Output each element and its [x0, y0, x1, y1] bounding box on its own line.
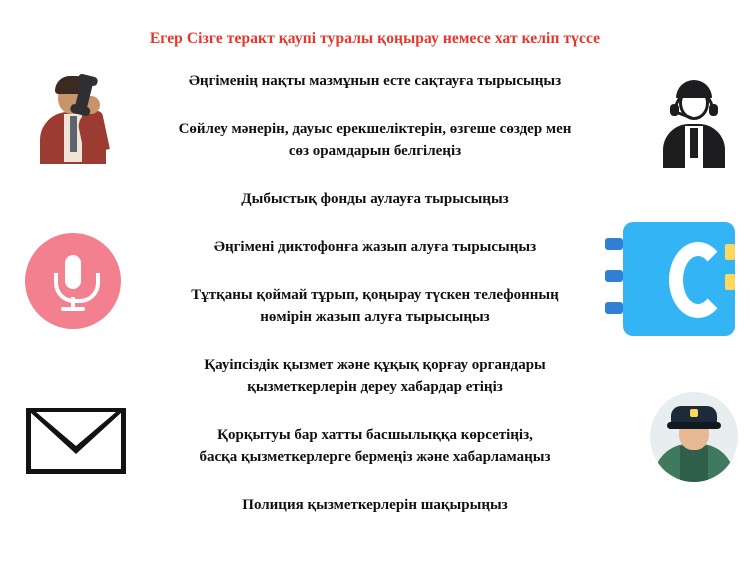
police-officer-circle-background	[650, 392, 738, 482]
man-on-phone-icon	[28, 72, 118, 164]
list-item: Әңгімені диктофонға жазып алуға тырысыңыз	[213, 239, 537, 255]
phone-book-ring	[605, 238, 623, 250]
phone-handset-shape	[669, 242, 727, 318]
list-item: Полиция қызметкерлерін шақырыңыз	[242, 497, 508, 513]
man-on-phone-tie	[70, 116, 77, 152]
police-officer-shirt	[680, 446, 708, 482]
police-cap-badge	[690, 409, 698, 417]
envelope-icon	[22, 400, 130, 480]
page-title: Егер Сізге теракт қаупі туралы қоңырау немесе хат келіп түссе	[149, 30, 601, 47]
police-officer-icon	[650, 392, 738, 482]
phone-handset-glyph	[669, 242, 727, 318]
phone-book-cover	[623, 222, 735, 336]
list-item: нөмірін жазып алуға тырысыңыз	[260, 309, 490, 325]
call-center-operator-icon	[655, 74, 733, 168]
list-item: басқа қызметкерлерге бермеңіз және хабарламаңыз	[199, 449, 551, 465]
list-item: Сөйлеу мәнерін, дауыс ерекшеліктерін, өзгеше сөздер мен	[178, 121, 572, 137]
microphone-icon	[25, 233, 121, 329]
phone-book-ring	[605, 270, 623, 282]
envelope-flap-inner	[36, 412, 116, 446]
microphone-base	[61, 307, 85, 311]
list-item: сөз орамдарын белгілеңіз	[288, 143, 462, 159]
list-item: қызметкерлерін дереу хабардар етіңіз	[247, 379, 503, 395]
list-item: Тұтқаны қоймай тұрып, қоңырау түскен телефонның	[191, 287, 559, 303]
list-item: Әңгіменің нақты мазмұнын есте сақтауға тырысыңыз	[188, 73, 562, 89]
phone-book-icon	[605, 222, 735, 336]
list-item: Қорқытуы бар хатты басшылыққа көрсетіңіз,	[217, 427, 533, 443]
phone-book-ring	[605, 302, 623, 314]
headset-earpiece-right	[709, 104, 718, 116]
list-item: Қауіпсіздік қызмет және құқық қорғау органдары	[204, 357, 546, 373]
operator-tie	[690, 128, 698, 158]
instruction-list	[125, 70, 625, 516]
police-cap-brim	[667, 422, 721, 429]
list-item: Дыбыстық фонды аулауға тырысыңыз	[241, 191, 509, 207]
